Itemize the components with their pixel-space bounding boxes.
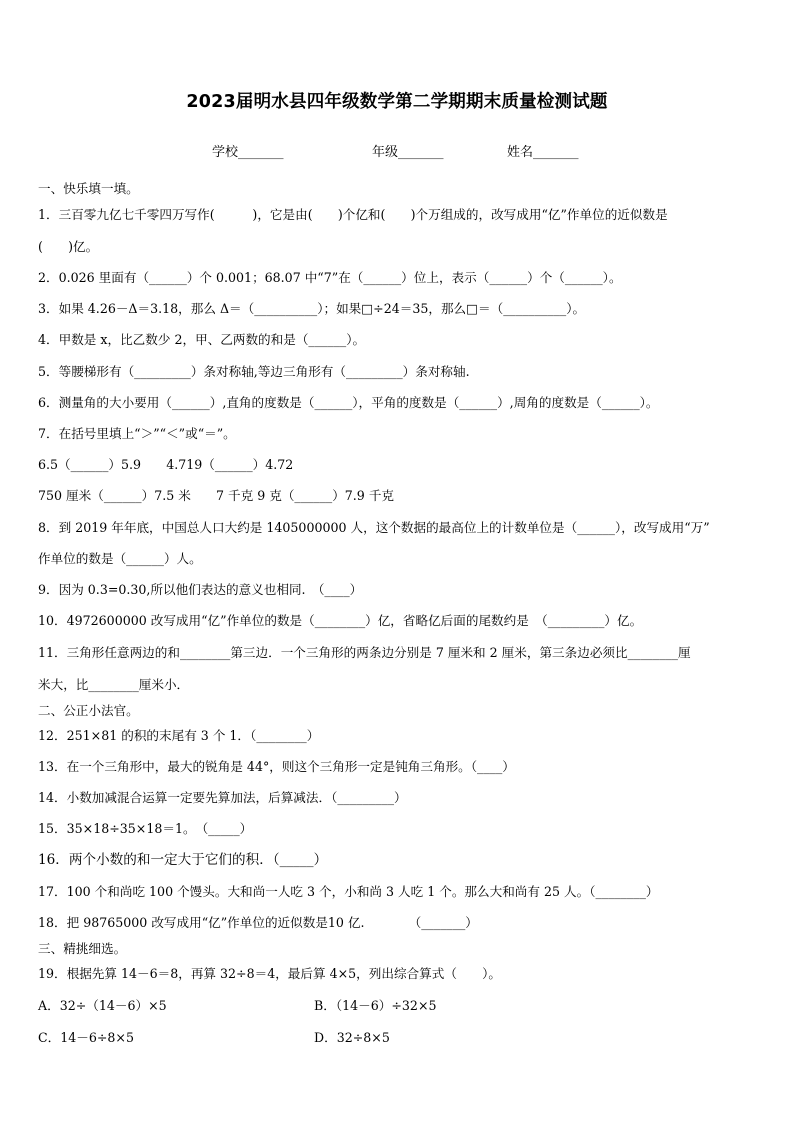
question-6: 6．测量角的大小要用（______）,直角的度数是（______），平角的度数是（______）,周角的度数是（______）。 <box>38 395 659 410</box>
question-1-cont: ( )亿。 <box>38 239 99 254</box>
option-a: A．32÷（14－6）×5 <box>38 998 167 1013</box>
question-18: 18．把 98765000 改写成用“亿”作单位的近似数是10 亿. （_______） <box>38 915 478 930</box>
question-11-cont: 米大，比________厘米小． <box>38 677 190 692</box>
question-17: 17．100 个和尚吃 100 个馒头。大和尚一人吃 3 个，小和尚 3 人吃 1 个。那么大和尚有 25 人。（________） <box>38 884 659 899</box>
question-2: 2．0.026 里面有（______）个 0.001；68.07 中“7”在（______）位上，表示（______）个（______）。 <box>38 270 622 285</box>
option-d: D．32÷8×5 <box>314 1030 390 1045</box>
section-heading-judge: 二、公正小法官。 <box>38 703 139 718</box>
section-heading-choice: 三、精挑细选。 <box>38 941 127 956</box>
question-7-row-1: 6.5（______）5.9 4.719（______）4.72 <box>38 457 294 472</box>
question-10: 10．4972600000 改写成用“亿”作单位的数是（________）亿，省略亿后面的尾数约是 （_________）亿。 <box>38 613 643 628</box>
question-5: 5．等腰梯形有（_________）条对称轴,等边三角形有（_________）条对称轴. <box>38 364 470 379</box>
question-8-cont: 作单位的数是（______）人。 <box>38 551 202 566</box>
school-field: 学校_______ <box>212 145 284 160</box>
question-16: 16．两个小数的和一定大于它们的积．（_____） <box>38 852 328 868</box>
question-9: 9．因为 0.3=0.30,所以他们表达的意义也相同. （____） <box>38 582 363 597</box>
question-15: 15．35×18÷35×18＝1。 （_____） <box>38 821 253 836</box>
section-heading-fill-blank: 一、快乐填一填。 <box>38 181 139 196</box>
question-8: 8．到 2019 年年底，中国总人口大约是 1405000000 人，这个数据的最高位上的计数单位是（______），改写成用“万” <box>38 520 710 535</box>
question-13: 13．在一个三角形中，最大的锐角是 44°，则这个三角形一定是钝角三角形。（____） <box>38 759 515 774</box>
question-14: 14．小数加减混合运算一定要先算加法，后算减法．（_________） <box>38 790 407 805</box>
name-field: 姓名_______ <box>507 145 579 160</box>
grade-field: 年级_______ <box>372 145 444 160</box>
question-7-row-2: 750 厘米（______）7.5 米 7 千克 9 克（______）7.9 千克 <box>38 488 395 503</box>
question-11: 11．三角形任意两边的和________第三边．一个三角形的两条边分别是 7 厘米和 2 厘米，第三条边必须比________厘 <box>38 645 691 660</box>
question-7: 7．在括号里填上“＞”“＜”或“＝”。 <box>38 426 236 441</box>
question-1: 1．三百零九亿七千零四万写作( )，它是由( )个亿和( )个万组成的，改写成用“亿”作单位的近似数是 <box>38 207 668 222</box>
question-19: 19．根据先算 14－6＝8，再算 32÷8＝4，最后算 4×5，列出综合算式（ ）。 <box>38 966 501 981</box>
option-c: C．14－6÷8×5 <box>38 1030 134 1045</box>
option-b: B．（14－6）÷32×5 <box>314 998 437 1013</box>
page-title: 2023届明水县四年级数学第二学期期末质量检测试题 <box>186 92 608 112</box>
question-12: 12．251×81 的积的末尾有 3 个 1．（________） <box>38 728 320 743</box>
question-3: 3．如果 4.26－Δ＝3.18，那么 Δ＝（__________）；如果□÷24＝35，那么□＝（__________）。 <box>38 301 586 316</box>
question-4: 4．甲数是 x，比乙数少 2，甲、乙两数的和是（______）。 <box>38 332 366 347</box>
